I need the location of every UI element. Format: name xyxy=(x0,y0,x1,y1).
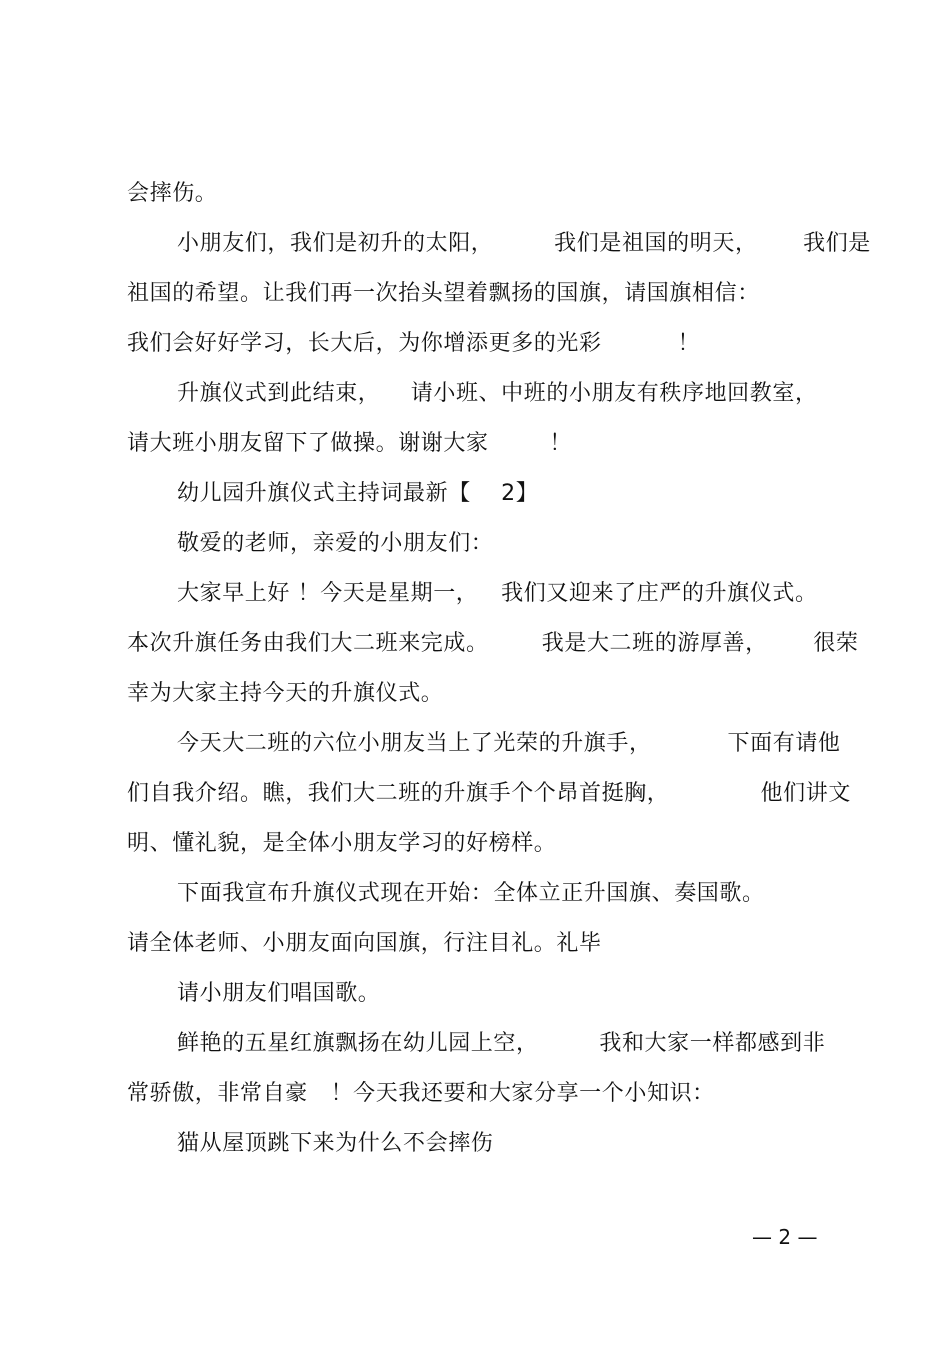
text-line: 幸为大家主持今天的升旗仪式。 xyxy=(127,681,444,706)
text-line: 请大班小朋友留下了做操。谢谢大家 ！ xyxy=(127,431,572,456)
text-line: 会摔伤。 xyxy=(127,181,218,206)
text-line: 我们会好好学习，长大后，为你增添更多的光彩 ！ xyxy=(127,331,701,356)
text-line: 小朋友们，我们是初升的太阳， 我们是祖国的明天， 我们是 xyxy=(177,231,871,256)
text-line: 大家早上好 ！今天是星期一， 我们又迎来了庄严的升旗仪式。 xyxy=(177,581,818,606)
text-line: 明、懂礼貌，是全体小朋友学习的好榜样。 xyxy=(127,831,557,856)
section-heading: 幼儿园升旗仪式主持词最新【 2】 xyxy=(177,481,539,506)
text-line: 升旗仪式到此结束， 请小班、中班的小朋友有秩序地回教室， xyxy=(177,381,818,406)
text-line: 今天大二班的六位小朋友当上了光荣的升旗手， 下面有请他 xyxy=(177,731,841,756)
text-line: 本次升旗任务由我们大二班来完成。 我是大二班的游厚善， 很荣 xyxy=(127,631,859,656)
text-line: 请小朋友们唱国歌。 xyxy=(177,981,381,1006)
page-number: — 2 — xyxy=(752,1225,818,1249)
text-line: 们自我介绍。瞧，我们大二班的升旗手个个昂首挺胸， 他们讲文 xyxy=(127,781,851,806)
text-line: 敬爱的老师，亲爱的小朋友们： xyxy=(177,531,494,556)
text-line: 祖国的希望。让我们再一次抬头望着飘扬的国旗，请国旗相信： xyxy=(127,281,760,306)
text-line: 请全体老师、小朋友面向国旗，行注目礼。礼毕 xyxy=(127,931,602,956)
text-line: 常骄傲，非常自豪 ！今天我还要和大家分享一个小知识： xyxy=(127,1081,715,1106)
text-line: 猫从屋顶跳下来为什么不会摔伤 xyxy=(177,1131,494,1156)
text-line: 鲜艳的五星红旗飘扬在幼儿园上空， 我和大家一样都感到非 xyxy=(177,1031,826,1056)
text-line: 下面我宣布升旗仪式现在开始：全体立正升国旗、奏国歌。 xyxy=(177,881,765,906)
